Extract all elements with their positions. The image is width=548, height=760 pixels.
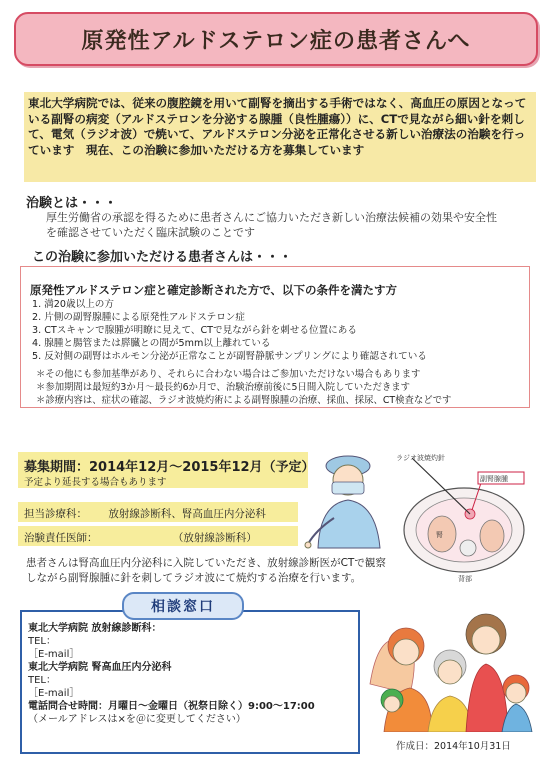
needle-label: ラジオ波焼灼針 — [396, 454, 445, 462]
dept-row-2 — [24, 530, 257, 545]
conditions-heading: 原発性アルドステロン症と確定診断された方で、以下の条件を満たす方 — [30, 283, 397, 297]
note-item: ＊その他にも参加基準があり、それらに合わない場合はご参加いただけない場合もあります — [36, 369, 421, 380]
eligibility-heading: この治験に参加いただける患者さんは・・・ — [32, 250, 293, 265]
contact-line: （メールアドレスは×を＠に変更してください） — [28, 714, 246, 725]
contact-line: 東北大学病院 腎高血圧内分泌科 — [28, 662, 172, 673]
contact-line: TEL： — [28, 636, 56, 647]
adenoma-label: 副腎腺腫 — [480, 475, 508, 483]
condition-item: 3. CTスキャンで腺腫が明瞭に見えて、CTで見ながら針を刺せる位置にある — [32, 325, 357, 336]
contact-lines — [28, 622, 315, 726]
doctor-illustration — [304, 448, 394, 558]
dept-value: 放射線診断科、腎高血圧内分泌科 — [108, 508, 266, 520]
doctor-value: （放射線診断科） — [172, 532, 257, 544]
condition-item: 2. 片側の副腎腺腫による原発性アルドステロン症 — [32, 312, 245, 323]
created-date: 作成日：2014年10月31日 — [396, 741, 511, 752]
recruitment-period: 募集期間：2014年12月～2015年12月（予定） — [24, 460, 315, 475]
family-illustration — [366, 604, 538, 732]
note-item: ＊参加期間は最短約3か月～最長約6か月で、治験治療前後に5日間入院していただきます — [36, 382, 410, 393]
contact-line: ［E-mail］ — [28, 688, 80, 699]
condition-item: 5. 反対側の副腎はホルモン分泌が正常なことが副腎静脈サンプリングにより確認されている — [32, 351, 427, 362]
trial-heading: 治験とは・・・ — [26, 196, 118, 211]
doctor-label: 治験責任医師： — [24, 532, 98, 544]
recruitment-note: 予定より延長する場合もあります — [24, 477, 167, 488]
condition-item: 4. 腺腫と腸管または膵臓との間が5mm以上離れている — [32, 338, 271, 349]
explanation-text: 患者さんは腎高血圧内分泌科に入院していただき、放射線診断医がCTで観察しながら副腎腺腫に針を刺してラジオ波にて焼灼する治療を行います。 — [26, 557, 386, 584]
notes-list — [36, 368, 451, 407]
kidney-label: 腎 — [436, 531, 443, 539]
consult-title: 相談窓口 — [151, 599, 215, 615]
condition-item: 1. 満20歳以上の方 — [32, 299, 114, 310]
trial-body: 厚生労働省の承認を得るために患者さんにご協力いただき新しい治療法候補の効果や安全性を確認させていただく臨床試験のことです — [46, 211, 497, 239]
dept-label: 担当診療科： — [24, 508, 87, 520]
back-label: 背部 — [458, 575, 472, 583]
contact-line: 電話問合せ時間：月曜日～金曜日（祝祭日除く）9:00～17:00 — [28, 701, 315, 712]
intro-paragraph: 東北大学病院では、従来の腹腔鏡を用いて副腎を摘出する手術ではなく、高血圧の原因となっている副腎の病変（アルドステロンを分泌する腺腫（良性腫瘍））に、CTで見ながら細い針を刺して、電気（ラジオ波）で焼いて、アルドステロン分泌を正常化させる新しい治療法の治験を行っています 現在、この治験に参加いただける方を募集しています — [28, 96, 527, 157]
ct-diagram — [392, 452, 532, 582]
dept-row-1 — [24, 506, 266, 521]
note-item: ＊診療内容は、症状の確認、ラジオ波焼灼術による副腎腺腫の治療、採血、採尿、CT検査などです — [36, 395, 452, 406]
conditions-list — [32, 298, 427, 363]
contact-line: 東北大学病院 放射線診断科： — [28, 623, 162, 634]
contact-line: ［E-mail］ — [28, 649, 80, 660]
contact-line: TEL： — [28, 675, 56, 686]
consult-title-pill — [122, 592, 244, 620]
page-title: 原発性アルドステロン症の患者さんへ — [81, 28, 471, 54]
title-banner — [14, 12, 538, 66]
